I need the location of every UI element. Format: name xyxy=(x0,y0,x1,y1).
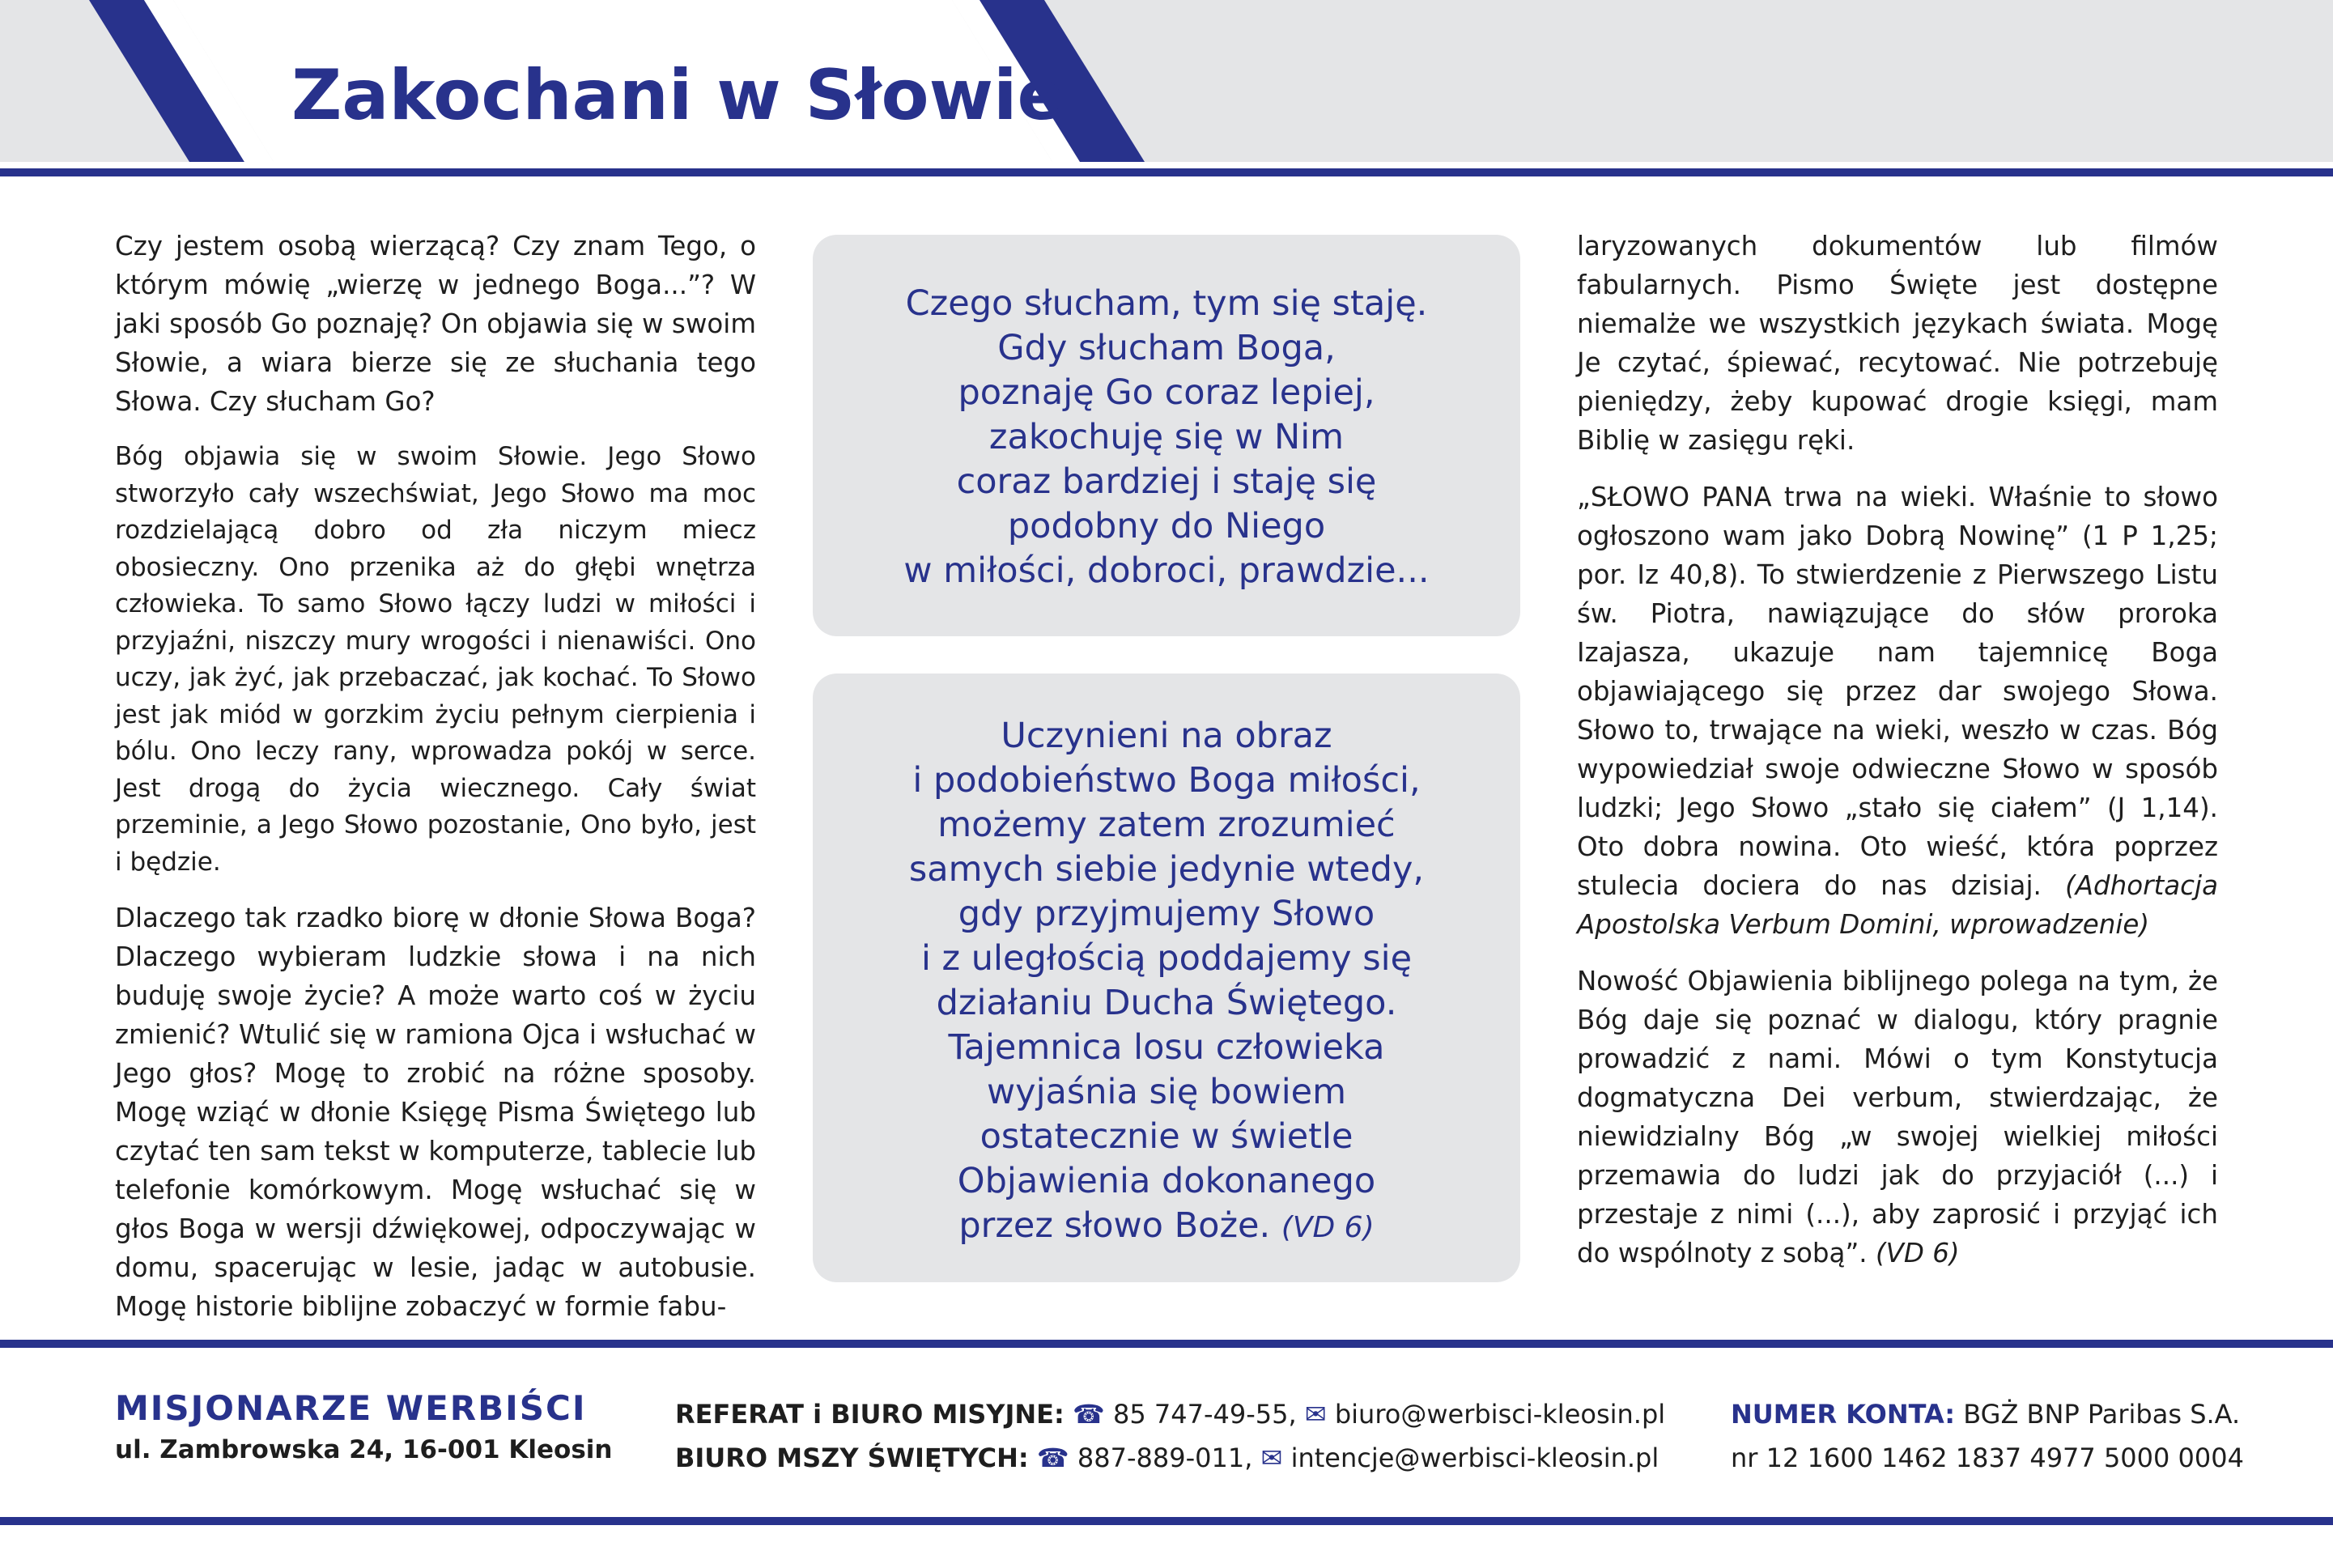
left-column xyxy=(115,227,756,1344)
right-paragraph-3-source: (VD 6) xyxy=(1875,1238,1960,1268)
quote-line: Czego słucham, tym się staję. xyxy=(905,283,1428,324)
contact-row-msze xyxy=(675,1436,1665,1480)
quote-citation: (VD 6) xyxy=(1281,1211,1375,1244)
right-paragraph-3 xyxy=(1577,962,2218,1273)
msze-email[interactable]: intencje@werbisci-kleosin.pl xyxy=(1290,1443,1659,1473)
quote-box-bottom xyxy=(813,674,1520,1282)
page-title: Zakochani w Słowie xyxy=(291,55,1065,136)
right-paragraph-2 xyxy=(1577,478,2218,944)
quote-line: Objawienia dokonanego xyxy=(957,1161,1376,1201)
header-rule xyxy=(0,168,2333,176)
quote-line: możemy zatem zrozumieć xyxy=(937,805,1396,845)
referat-email[interactable]: biuro@werbisci-kleosin.pl xyxy=(1334,1399,1666,1430)
right-paragraph-2-source: (Adhortacja Apostolska Verbum Domini, wprowadzenie) xyxy=(1577,870,2218,940)
quote-line: zakochuję się w Nim xyxy=(988,417,1345,457)
referat-label: REFERAT i BIURO MISYJNE: xyxy=(675,1399,1065,1430)
quote-line: gdy przyjmujemy Słowo xyxy=(958,894,1375,934)
footer-rule-top xyxy=(0,1340,2333,1348)
footer-rule-bottom xyxy=(0,1517,2333,1525)
quote-line: i podobieństwo Boga miłości, xyxy=(912,760,1421,801)
msze-phone[interactable]: 887-889-011, xyxy=(1077,1443,1253,1473)
contact-row-referat xyxy=(675,1392,1665,1436)
quote-line: i z uległością poddajemy się xyxy=(920,938,1413,979)
quote-line: ostatecznie w świetle xyxy=(980,1116,1353,1157)
bank-name: BGŻ BNP Paribas S.A. xyxy=(1963,1399,2241,1430)
quote-line: samych siebie jedynie wtedy, xyxy=(908,849,1425,890)
account-row-bank xyxy=(1731,1392,2244,1436)
org-address: ul. Zambrowska 24, 16-001 Kleosin xyxy=(115,1435,613,1464)
left-paragraph-2: Bóg objawia się w swoim Słowie. Jego Słowo stworzyło cały wszechświat, Jego Słowo ma moc rozdzielającą dobro od zła niczym miecz obosieczny. Ono przenika aż do głębi wnętrza człowieka. To samo Słowo łączy ludzi w miłości i przyjaźni, niszczy mury wrogości i nienawiści. Ono uczy, jak żyć, jak przebaczać, jak kochać. To Słowo jest jak miód w gorzkim życiu pełnym cierpienia i bólu. Ono leczy rany, wprowadza pokój w serce. Jest drogą do życia wiecznego. Cały świat przeminie, a Jego Słowo pozostanie, Ono było, jest i będzie. xyxy=(115,442,756,877)
quote-line-last xyxy=(813,1204,1520,1250)
quote-line: podobny do Niego xyxy=(1007,506,1326,546)
quote-line: Tajemnica losu człowieka xyxy=(948,1027,1385,1068)
account-number: nr 12 1600 1462 1837 4977 5000 0004 xyxy=(1731,1443,2244,1473)
left-paragraph-3: Dlaczego tak rzadko biorę w dłonie Słowa Boga? Dlaczego wybieram ludzkie słowa i na nich buduję swoje życie? A może warto coś w życiu zmienić? Wtulić się w ramiona Ojca i wsłuchać w Jego głos? Mogę to zrobić na różne sposoby. Mogę wziąć w dłonie Księgę Pisma Świętego lub czytać ten sam tekst w komputerze, tablecie lub telefonie komórkowym. Mogę wsłuchać się w głos Boga w wersji dźwiękowej, odpoczywając w domu, spacerując w lesie, jadąc w autobusie. Mogę historie biblijne zobaczyć w formie fabu- xyxy=(115,903,756,1322)
phone-icon: ☎ xyxy=(1036,1443,1069,1473)
quote-line: działaniu Ducha Świętego. xyxy=(936,983,1397,1023)
envelope-icon: ✉ xyxy=(1304,1399,1327,1430)
right-paragraph-3-text: Nowość Objawienia biblijnego polega na tym, że Bóg daje się poznać w dialogu, który pragnie prowadzić z nami. Mówi o tym Konstytucja dogmatyczna Dei verbum, stwierdzając, że niewidzialny Bóg „w swojej wielkiej miłości przemawia do ludzi jak do przyjaciół (...) i przestaje z nimi (...), aby zaprosić i przyjąć ich do wspólnoty z sobą”. xyxy=(1577,966,2218,1268)
quote-line: Gdy słucham Boga, xyxy=(997,328,1336,368)
quote-line: poznaję Go coraz lepiej, xyxy=(958,372,1375,413)
footer-account xyxy=(1731,1392,2244,1480)
org-name: MISJONARZE WERBIŚCI xyxy=(115,1388,587,1428)
referat-phone[interactable]: 85 747-49-55, xyxy=(1113,1399,1297,1430)
footer-contacts xyxy=(675,1392,1665,1480)
right-column xyxy=(1577,227,2218,1290)
footer-organization xyxy=(115,1386,613,1468)
left-paragraph-1: Czy jestem osobą wierzącą? Czy znam Tego, o którym mówię „wierzę w jednego Boga...”? W jaki sposób Go poznaję? On objawia się w swoim Słowie, a wiara bierze się ze słuchania tego Słowa. Czy słucham Go? xyxy=(115,231,756,417)
quote-line: coraz bardziej i staję się xyxy=(956,461,1377,502)
right-paragraph-1: laryzowanych dokumentów lub filmów fabularnych. Pismo Święte jest dostępne niemalże we wszystkich językach świata. Mogę Je czytać, śpiewać, recytować. Nie potrzebuję pieniędzy, żeby kupować drogie księgi, mam Biblię w zasięgu ręki. xyxy=(1577,231,2218,456)
quote-box-top xyxy=(813,235,1520,636)
quote-line: Uczynieni na obraz xyxy=(1001,716,1332,756)
account-label: NUMER KONTA: xyxy=(1731,1399,1956,1430)
envelope-icon: ✉ xyxy=(1260,1443,1283,1473)
phone-icon: ☎ xyxy=(1072,1399,1105,1430)
right-paragraph-2-text: „SŁOWO PANA trwa na wieki. Właśnie to słowo ogłoszono wam jako Dobrą Nowinę” (1 P 1,25; por. Iz 40,8). To stwierdzenie z Pierwszego Listu św. Piotra, nawiązujące do słów proroka Izajasza, ukazuje nam tajemnicę Boga objawiającego się przez dar swojego Słowa. Słowo to, trwające na wieki, weszło w czas. Bóg wypowiedział swoje odwieczne Słowo w sposób ludzki; Jego Słowo „stało się ciałem” (J 1,14). Oto dobra nowina. Oto wieść, która poprzez stulecia dociera do nas dzisiaj. xyxy=(1577,482,2218,901)
quote-line: w miłości, dobroci, prawdzie... xyxy=(903,550,1430,591)
quote-line: wyjaśnia się bowiem xyxy=(986,1072,1347,1112)
quote-text: przez słowo Boże. xyxy=(958,1205,1271,1246)
msze-label: BIURO MSZY ŚWIĘTYCH: xyxy=(675,1443,1029,1473)
